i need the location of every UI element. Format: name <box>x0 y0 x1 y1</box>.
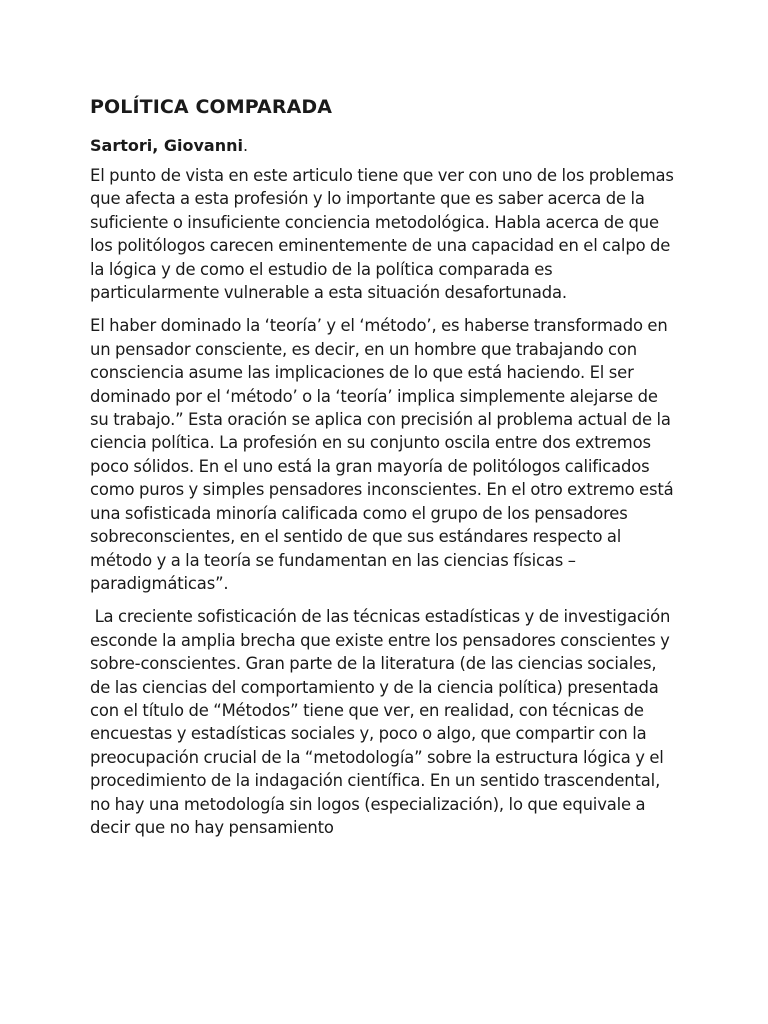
paragraph-2: El haber dominado la ‘teoría’ y el ‘método’, es haberse transformado en un pensador consciente, es decir, en un hombre que trabajando con consciencia asume las implicaciones de lo que está haciendo. El ser dominado por el ‘método’ o la ‘teoría’ implica simplemente alejarse de su trabajo.” Esta oración se aplica con precisión al problema actual de la ciencia política. La profesión en su conjunto oscila entre dos extremos poco sólidos. En el uno está la gran mayoría de politólogos calificados como puros y simples pensadores inconscientes. En el otro extremo está una sofisticada minoría calificada como el grupo de los pensadores sobreconscientes, en el sentido de que sus estándares respecto al método y a la teoría se fundamentan en las ciencias físicas – paradigmáticas”. <box>90 316 679 593</box>
author-period: . <box>242 136 249 155</box>
paragraph-3: La creciente sofisticación de las técnicas estadísticas y de investigación esconde la amplia brecha que existe entre los pensadores conscientes y sobre-conscientes. Gran parte de la literatura (de las ciencias sociales, de las ciencias del comportamiento y de la ciencia política) presentada con el título de “Métodos” tiene que ver, en realidad, con técnicas de encuestas y estadísticas sociales y, poco o algo, que compartir con la preocupación crucial de la “metodología” sobre la estructura lógica y el procedimiento de la indagación científica. En un sentido trascendental, no hay una metodología sin logos (especialización), lo que equivale a decir que no hay pensamiento <box>90 607 675 837</box>
document-title: POLÍTICA COMPARADA <box>90 96 333 118</box>
document-page <box>90 92 678 849</box>
author-name: Sartori, Giovanni <box>90 136 243 155</box>
document-author <box>90 134 678 158</box>
paragraph-1: El punto de vista en este articulo tiene que ver con uno de los problemas que afecta a esta profesión y lo importante que es saber acerca de la suficiente o insuficiente conciencia metodológica. Habla acerca de que los politólogos carecen eminentemente de una capacidad en el calpo de la lógica y de como el estudio de la política comparada es particularmente vulnerable a esta situación desafortunada. <box>90 166 679 303</box>
